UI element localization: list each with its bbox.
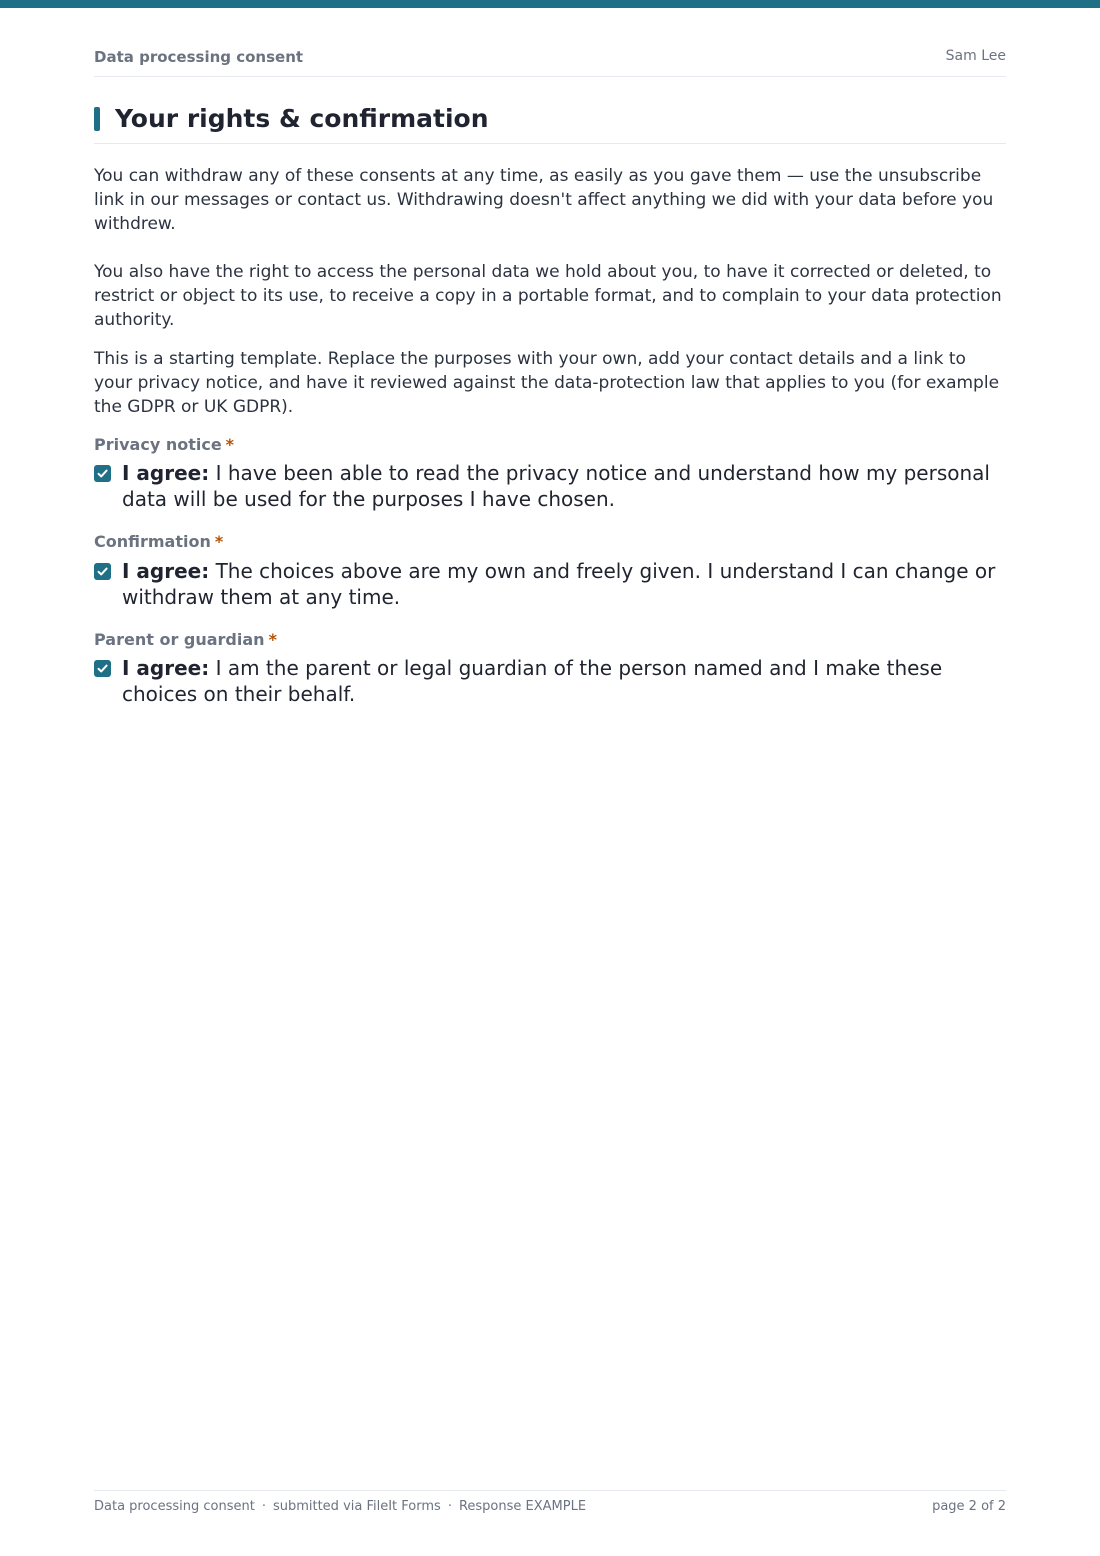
section-accent-marker xyxy=(94,107,100,131)
agree-prefix: I agree: xyxy=(122,656,210,680)
agree-prefix: I agree: xyxy=(122,461,210,485)
consent-statement xyxy=(122,558,1006,610)
template-paragraph: This is a starting template. Replace the purposes with your own, add your contact details and a link to your privacy notice, and have it reviewed against the data-protection law that applies to you (for example the GDPR or UK GDPR). xyxy=(94,349,1000,417)
consent-checkbox-privacy-notice[interactable] xyxy=(94,460,1006,512)
field-label-text: Privacy notice xyxy=(94,435,222,454)
footer-info xyxy=(94,1499,586,1514)
field-label-text: Parent or guardian xyxy=(94,630,265,649)
statement-text: The choices above are my own and freely given. I understand I can change or withdraw them at any time. xyxy=(122,559,996,609)
required-marker: * xyxy=(214,532,224,551)
required-marker: * xyxy=(268,630,277,649)
statement-text: I am the parent or legal guardian of the person named and I make these choices on their behalf. xyxy=(122,656,943,706)
consent-statement xyxy=(122,655,1006,707)
top-accent-bar xyxy=(0,0,1100,8)
rights-paragraph: You also have the right to access the personal data we hold about you, to have it corrected or deleted, to restrict or object to its use, to receive a copy in a portable format, and to complain to your data protection authority. xyxy=(94,262,1002,330)
field-label-parent-guardian xyxy=(94,630,277,650)
respondent-name: Sam Lee xyxy=(945,48,1006,64)
field-label-confirmation xyxy=(94,532,223,552)
consent-checkbox-parent-guardian[interactable] xyxy=(94,655,1006,707)
footer-separator: · xyxy=(447,1499,452,1514)
required-marker: * xyxy=(225,435,235,454)
section-title: Your rights & confirmation xyxy=(115,104,489,133)
page-footer xyxy=(94,1490,1006,1514)
footer-form-name: Data processing consent xyxy=(94,1499,255,1514)
consent-statement xyxy=(122,460,1006,512)
footer-response: Response EXAMPLE xyxy=(458,1499,587,1514)
consent-checkbox-confirmation[interactable] xyxy=(94,558,1006,610)
withdraw-paragraph: You can withdraw any of these consents at any time, as easily as you gave them — use the unsubscribe link in our messages or contact us. Withdrawing doesn't affect anything we did with your data before you withdrew. xyxy=(94,166,994,234)
statement-text: I have been able to read the privacy notice and understand how my personal data will be used for the purposes I have chosen. xyxy=(122,461,990,511)
page-number: page 2 of 2 xyxy=(932,1499,1006,1514)
field-label-privacy-notice xyxy=(94,435,234,455)
footer-submitted-via: submitted via FileIt Forms xyxy=(272,1499,441,1514)
checkbox-checked-icon[interactable] xyxy=(94,465,111,482)
footer-separator: · xyxy=(261,1499,266,1514)
document-title: Data processing consent xyxy=(94,48,304,66)
field-label-text: Confirmation xyxy=(94,532,211,551)
checkbox-checked-icon[interactable] xyxy=(94,660,111,677)
page-header xyxy=(94,48,1006,77)
agree-prefix: I agree: xyxy=(122,559,210,583)
checkbox-checked-icon[interactable] xyxy=(94,563,111,580)
section-heading xyxy=(94,104,1006,144)
